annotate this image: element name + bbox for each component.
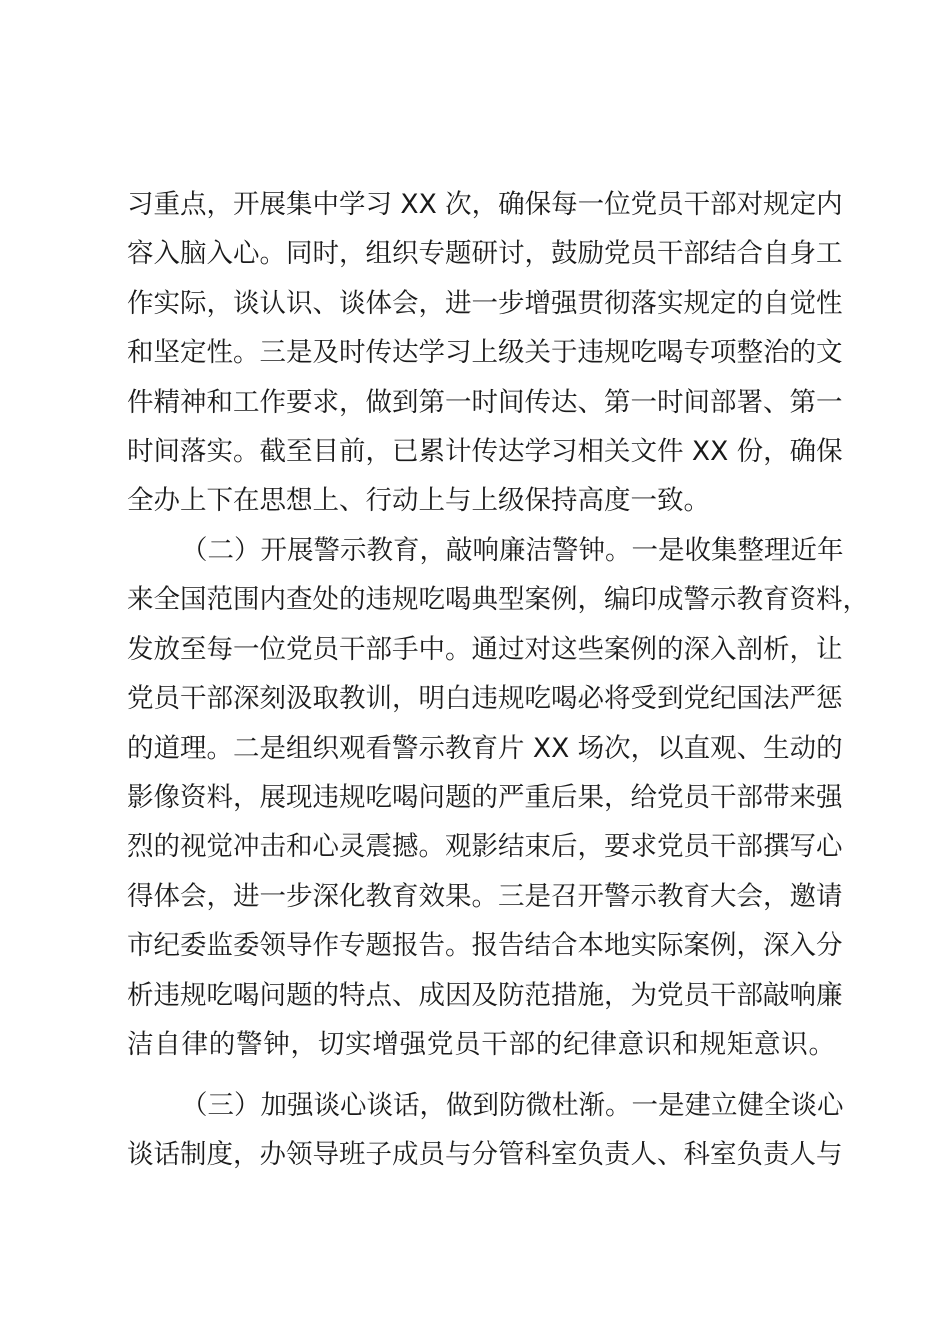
text-line: 容入脑入心。同时，组织专题研讨，鼓励党员干部结合自身工 xyxy=(127,238,843,270)
text-line: 谈话制度，办领导班子成员与分管科室负责人、科室负责人与 xyxy=(127,1139,843,1171)
text-line: 作实际，谈认识、谈体会，进一步增强贯彻落实规定的自觉性 xyxy=(127,287,843,319)
text-line: 习重点，开展集中学习 XX 次，确保每一位党员干部对规定内 xyxy=(127,189,843,220)
paragraph-1 xyxy=(127,180,843,526)
text-line: 析违规吃喝问题的特点、成因及防范措施，为党员干部敲响廉 xyxy=(127,979,843,1011)
text-line: 发放至每一位党员干部手中。通过对这些案例的深入剖析，让 xyxy=(127,633,843,665)
paragraph-3 xyxy=(127,1081,844,1180)
text-line: 影像资料，展现违规吃喝问题的严重后果，给党员干部带来强 xyxy=(127,781,843,813)
text-line: 洁自律的警钟，切实增强党员干部的纪律意识和规矩意识。 xyxy=(127,1028,835,1060)
text-line: 和坚定性。三是及时传达学习上级关于违规吃喝专项整治的文 xyxy=(127,337,843,369)
text-line: 件精神和工作要求，做到第一时间传达、第一时间部署、第一 xyxy=(127,386,843,418)
text-line: 党员干部深刻汲取教训，明白违规吃喝必将受到党纪国法严惩 xyxy=(127,683,843,715)
text-line: 全办上下在思想上、行动上与上级保持高度一致。 xyxy=(127,485,710,517)
text-line: 的道理。二是组织观看警示教育片 XX 场次，以直观、生动的 xyxy=(127,732,843,764)
text-line: 时间落实。截至目前，已累计传达学习相关文件 XX 份，确保 xyxy=(127,435,843,467)
paragraph-2 xyxy=(127,526,869,1119)
text-line: （三）加强谈心谈话，做到防微杜渐。一是建立健全谈心 xyxy=(181,1090,844,1121)
text-line: （二）开展警示教育，敲响廉洁警钟。一是收集整理近年 xyxy=(181,535,844,566)
text-line: 来全国范围内查处的违规吃喝典型案例，编印成警示教育资料， xyxy=(127,584,869,616)
text-line: 烈的视觉冲击和心灵震撼。观影结束后，要求党员干部撰写心 xyxy=(127,831,843,863)
text-line: 得体会，进一步深化教育效果。三是召开警示教育大会，邀请 xyxy=(127,880,843,912)
text-line: 市纪委监委领导作专题报告。报告结合本地实际案例，深入分 xyxy=(127,930,843,962)
